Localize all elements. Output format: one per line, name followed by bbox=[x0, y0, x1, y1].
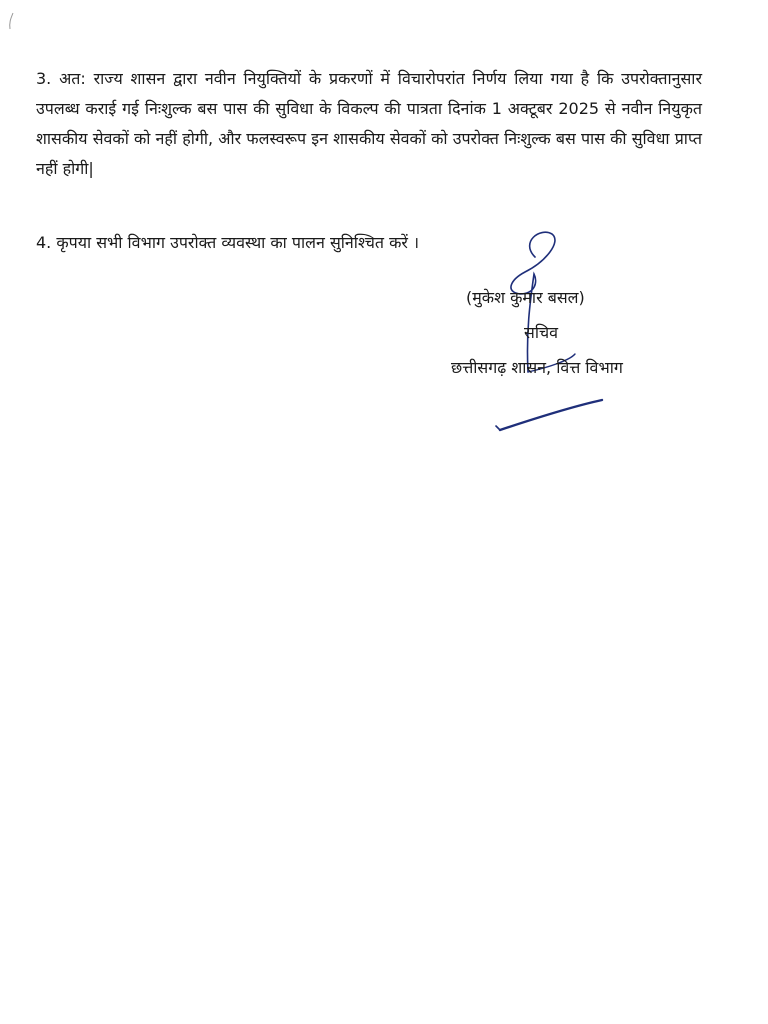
paragraph-text: कृपया सभी विभाग उपरोक्त व्यवस्था का पालन सुनिश्चित करें । bbox=[56, 233, 420, 252]
signatory-name: (मुकेश कुमार बसल) bbox=[466, 288, 585, 307]
paragraph-number: 3. bbox=[36, 69, 52, 88]
paragraph-3 bbox=[36, 64, 702, 184]
paragraph-text: अत: राज्य शासन द्वारा नवीन नियुक्तियों के प्रकरणों में विचारोपरांत निर्णय लिया गया है कि उपरोक्तानुसार उपलब्ध कराई गई निःशुल्क बस पास की सुविधा के विकल्प की पात्रता दिनांक 1 अक्टूबर 2025 से नवीन नियुकृत शासकीय सेवकों को नहीं होगी, और फलस्वरूप इन शासकीय सेवकों को उपरोक्त निःशुल्क बस पास की सुविधा प्राप्त नहीं होगी| bbox=[36, 69, 702, 178]
paragraph-number: 4. bbox=[36, 233, 52, 252]
scan-edge-mark bbox=[7, 12, 15, 30]
signatory-office: छत्तीसगढ़ शासन, वित्त विभाग bbox=[451, 358, 623, 377]
signatory-designation: सचिव bbox=[524, 323, 559, 342]
